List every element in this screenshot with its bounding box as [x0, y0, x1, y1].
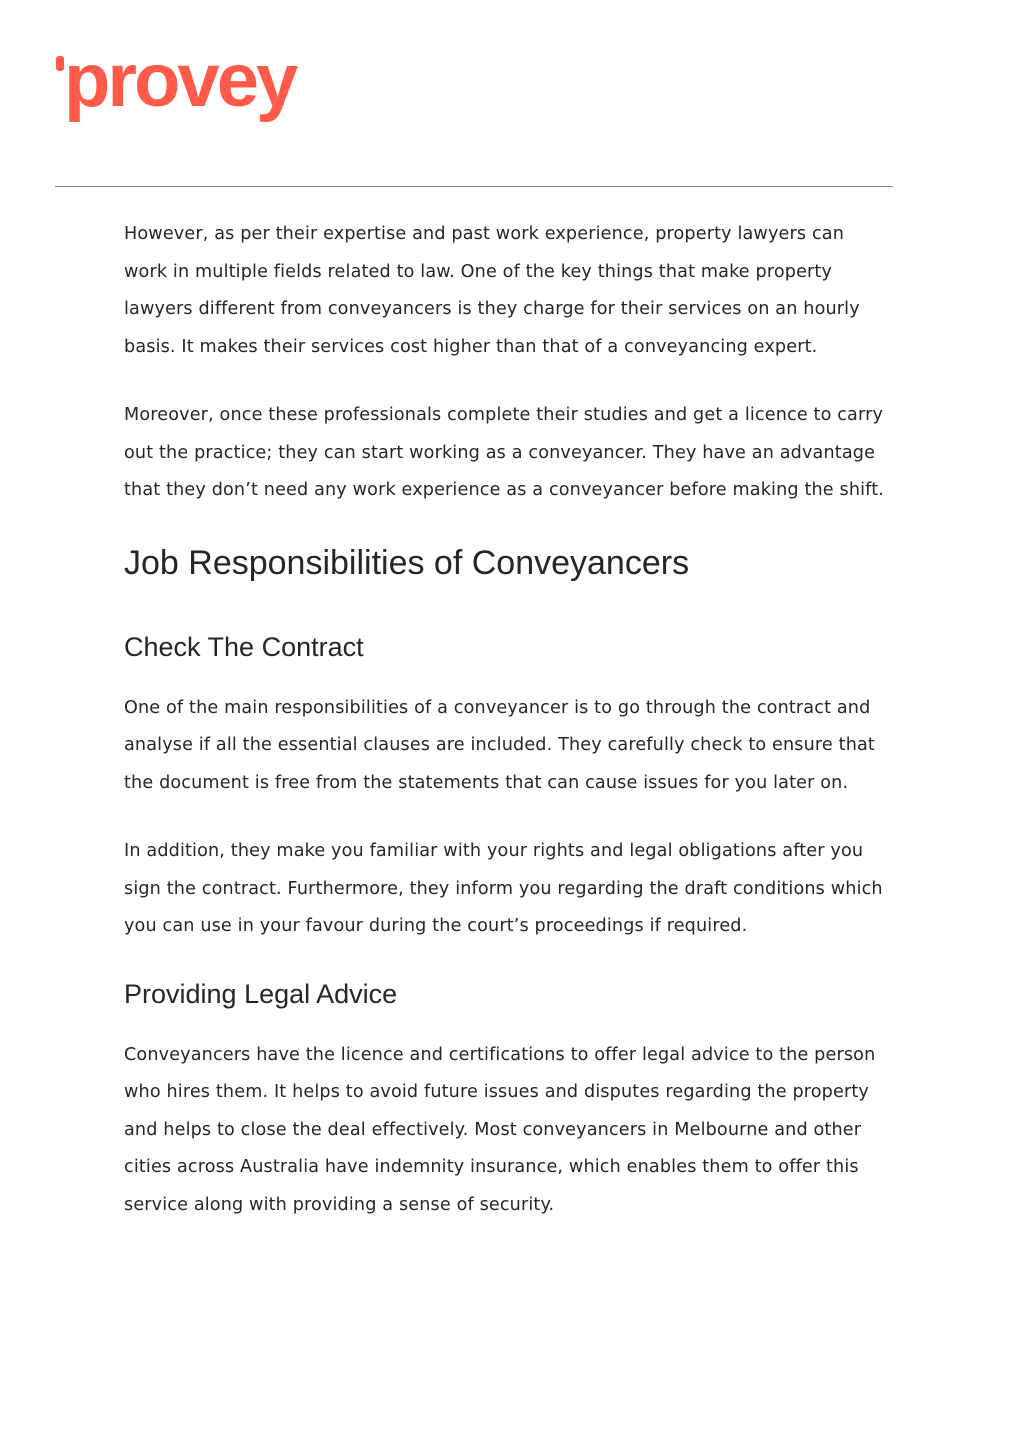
article-body [124, 216, 904, 1255]
subsection-heading-legal-advice: Providing Legal Advice [124, 978, 398, 1009]
provey-logo-graphic [52, 38, 338, 136]
legal-advice-paragraph-1: Conveyancers have the licence and certifications to offer legal advice to the person who hires them. It helps to avoid future issues and disputes regarding the property and helps to close the deal effectively. Most conveyancers in Melbourne and other cities across Australia have indemnity insurance, which enables them to offer this service along with providing a sense of security. [124, 1044, 876, 1215]
logo-wordmark: provey [64, 38, 296, 123]
intro-paragraph-1: However, as per their expertise and past work experience, property lawyers can work in multiple fields related to law. One of the key things that make property lawyers different from conveyancers is they charge for their services on an hourly basis. It makes their services cost higher than that of a conveyancing expert. [124, 224, 860, 357]
check-contract-paragraph-2: In addition, they make you familiar with your rights and legal obligations after you sign the contract. Furthermore, they inform you regarding the draft conditions which you can use in your favour during the court’s proceedings if required. [124, 841, 883, 936]
intro-paragraph-2: Moreover, once these professionals complete their studies and get a licence to carry out the practice; they can start working as a conveyancer. They have an advantage that they don’t need any work experience as a conveyancer before making the shift. [124, 405, 885, 500]
subsection-heading-check-contract: Check The Contract [124, 631, 364, 662]
header-divider [55, 186, 893, 187]
section-heading: Job Responsibilities of Conveyancers [124, 543, 690, 582]
provey-logo[interactable] [52, 38, 338, 136]
check-contract-paragraph-1: One of the main responsibilities of a conveyancer is to go through the contract and analyse if all the essential clauses are included. They carefully check to ensure that the document is free from the statements that can cause issues for you later on. [124, 697, 875, 793]
